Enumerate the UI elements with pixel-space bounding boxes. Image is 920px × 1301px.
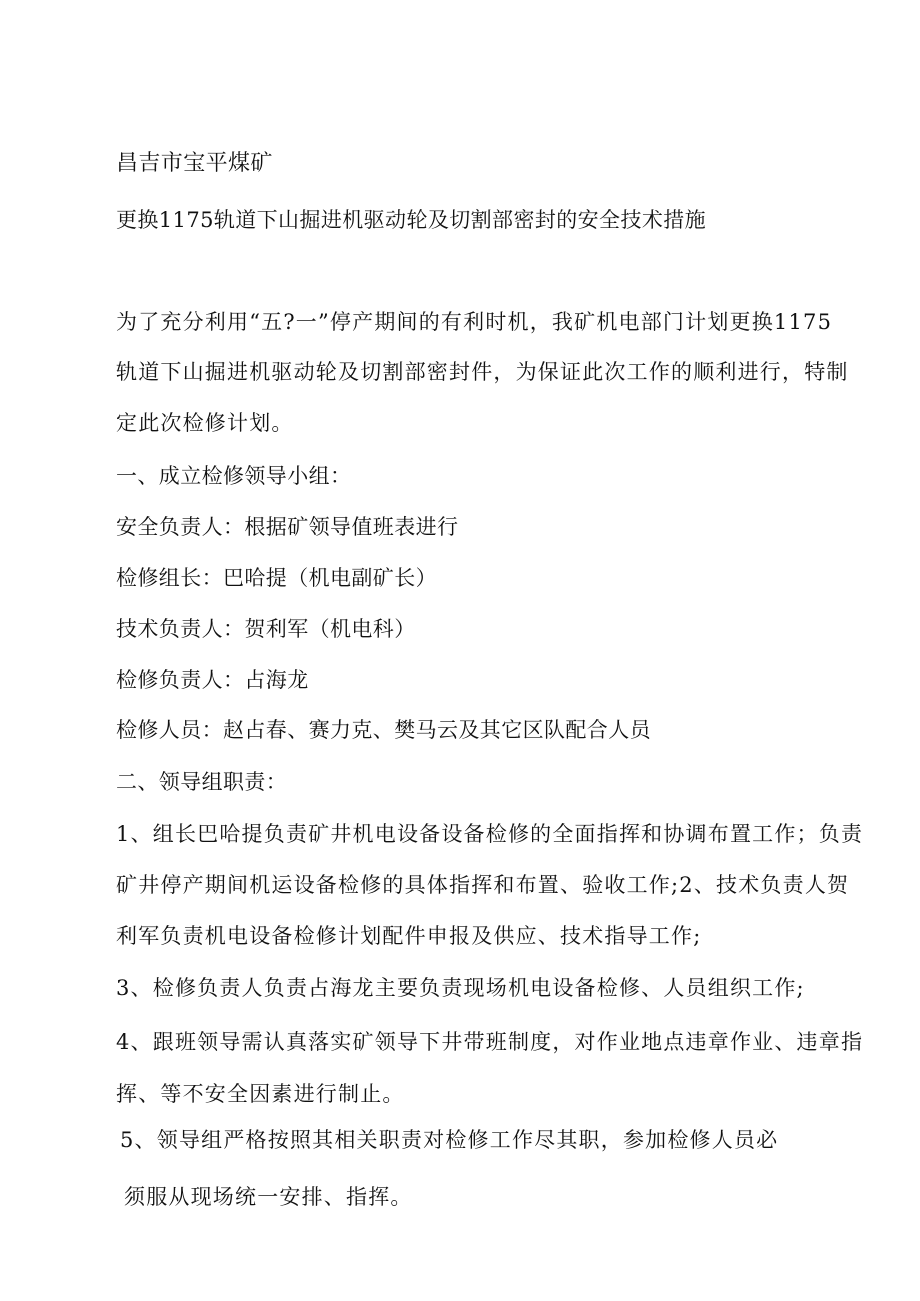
section1-heading: 一、成立检修领导小组： — [116, 464, 352, 488]
duty-line: 挥、等不安全因素进行制止。 — [116, 1082, 405, 1106]
document-subject: 更换1175轨道下山掘进机驱动轮及切割部密封的安全技术措施 — [116, 208, 707, 232]
duty-line: 1、组长巴哈提负责矿井机电设备设备检修的全面指挥和协调布置工作；负责 — [116, 822, 864, 846]
intro-line: 轨道下山掘进机驱动轮及切割部密封件，为保证此次工作的顺利进行，特制 — [116, 360, 849, 384]
section2-heading: 二、领导组职责： — [116, 770, 288, 794]
duty-line: 矿井停产期间机运设备检修的具体指挥和布置、验收工作;2、技术负责人贺 — [116, 873, 850, 897]
duty-line: 3、检修负责人负责占海龙主要负责现场机电设备检修、人员组织工作; — [116, 976, 805, 1000]
duty-line: 4、跟班领导需认真落实矿领导下井带班制度，对作业地点违章作业、违章指 — [116, 1030, 864, 1054]
member-tech-lead: 技术负责人：贺利军（机电科） — [116, 617, 416, 641]
duty-line: 利军负责机电设备检修计划配件申报及供应、技术指导工作; — [116, 924, 702, 948]
member-maintenance-lead: 检修负责人：占海龙 — [116, 668, 309, 692]
member-maintenance-staff: 检修人员：赵占春、赛力克、樊马云及其它区队配合人员 — [116, 718, 651, 742]
intro-line: 为了充分利用“五?一”停产期间的有利时机，我矿机电部门计划更换1175 — [116, 310, 833, 334]
duty-line: 5、领导组严格按照其相关职责对检修工作尽其职，参加检修人员必 — [120, 1128, 779, 1152]
member-safety-lead: 安全负责人：根据矿领导值班表进行 — [116, 515, 459, 539]
company-title: 昌吉市宝平煤矿 — [116, 151, 273, 176]
member-team-leader: 检修组长：巴哈提（机电副矿长） — [116, 566, 437, 590]
duty-line: 须服从现场统一安排、指挥。 — [124, 1185, 413, 1209]
intro-line: 定此次检修计划。 — [116, 411, 294, 435]
